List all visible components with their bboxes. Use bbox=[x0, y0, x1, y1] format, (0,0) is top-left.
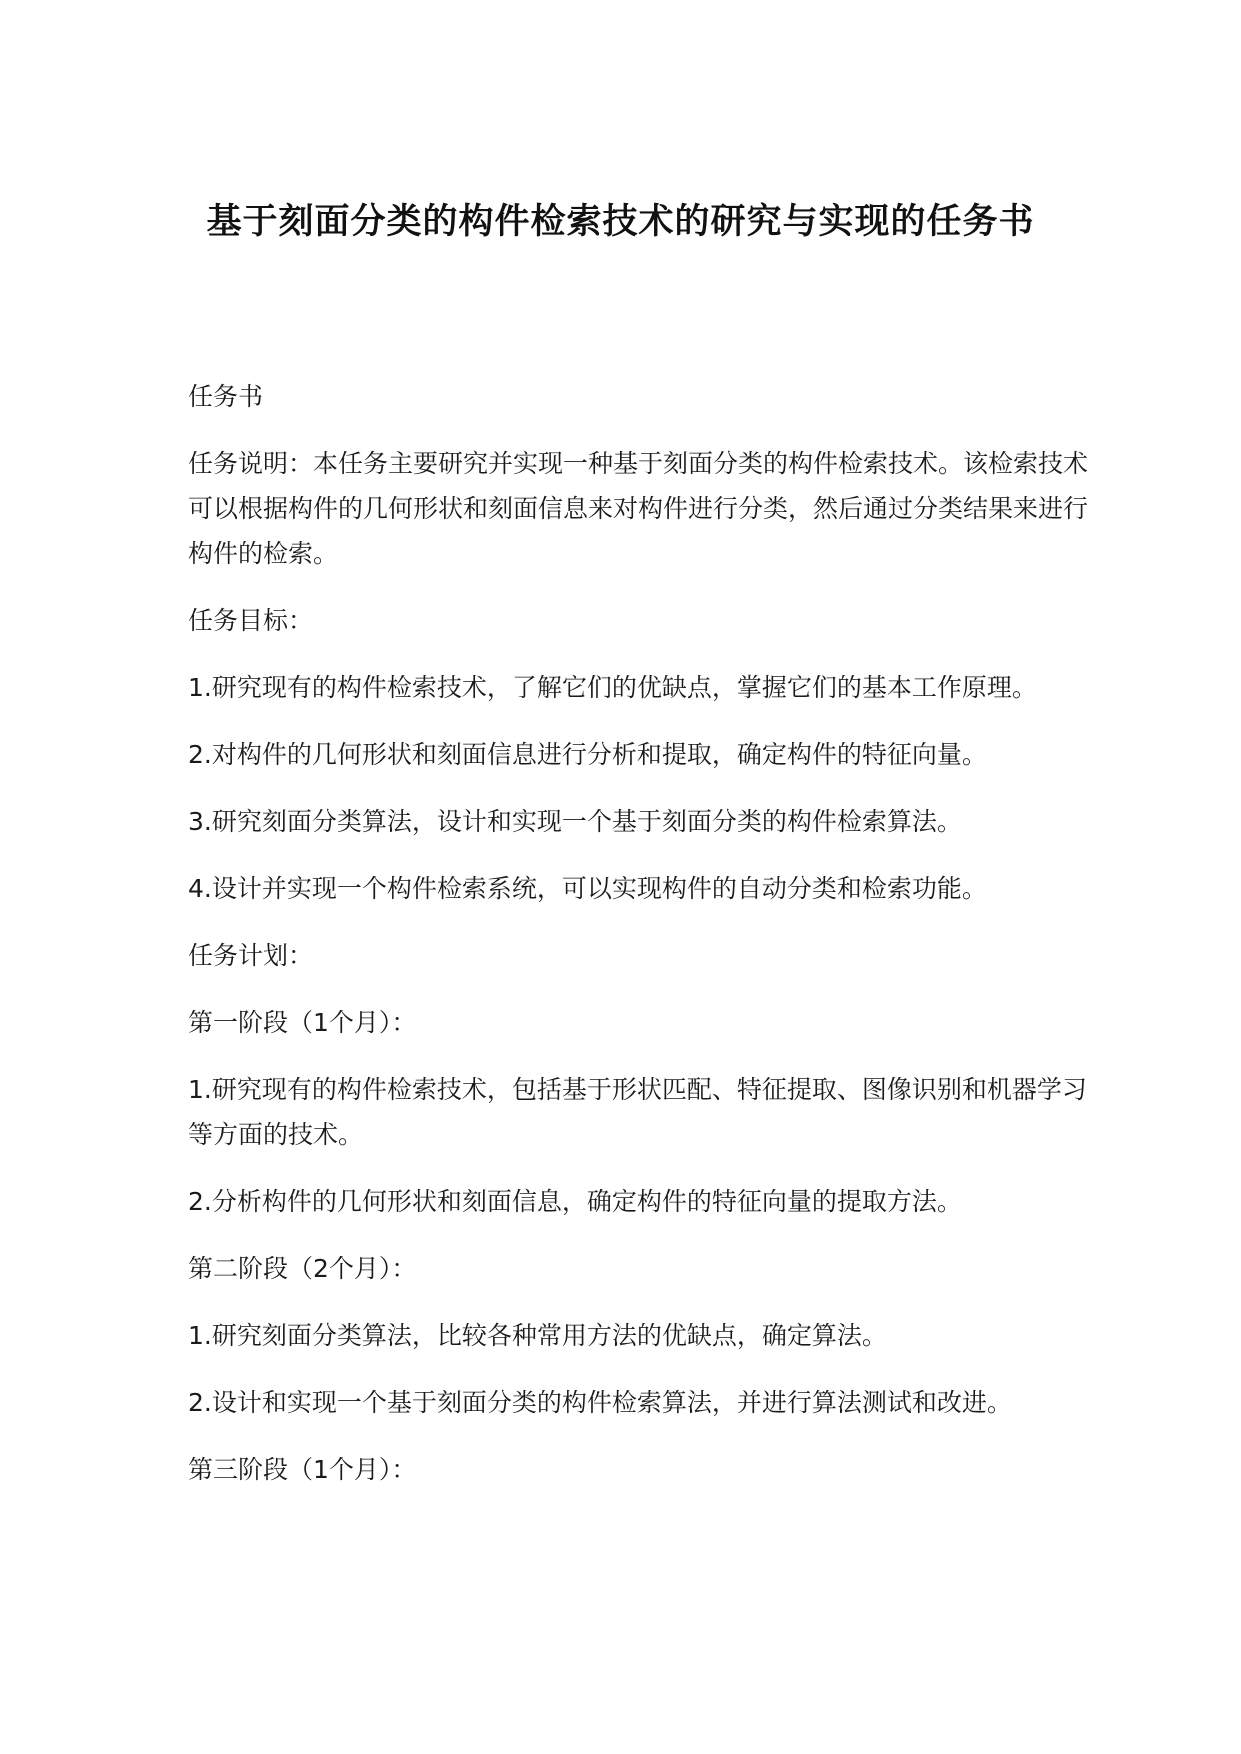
section-heading-task-book: 任务书 bbox=[188, 382, 264, 411]
phase-2-heading: 第二阶段（2个月）： bbox=[188, 1254, 417, 1283]
goal-item-2: 2.对构件的几何形状和刻面信息进行分析和提取，确定构件的特征向量。 bbox=[188, 740, 987, 769]
task-description-paragraph: 任务说明：本任务主要研究并实现一种基于刻面分类的构件检索技术。该检索技术可以根据构件的几何形状和刻面信息来对构件进行分类，然后通过分类结果来进行构件的检索。 bbox=[188, 449, 1089, 568]
phase-3-heading: 第三阶段（1个月）： bbox=[188, 1455, 417, 1484]
document-title: 基于刻面分类的构件检索技术的研究与实现的任务书 bbox=[206, 202, 1035, 242]
phase-2-item-1: 1.研究刻面分类算法，比较各种常用方法的优缺点，确定算法。 bbox=[188, 1321, 887, 1350]
goal-item-1: 1.研究现有的构件检索技术，了解它们的优缺点，掌握它们的基本工作原理。 bbox=[188, 673, 1037, 702]
document-body bbox=[188, 374, 1088, 1514]
phase-1-item-1: 1.研究现有的构件检索技术，包括基于形状匹配、特征提取、图像识别和机器学习等方面的技术。 bbox=[188, 1075, 1087, 1149]
goal-item-3: 3.研究刻面分类算法，设计和实现一个基于刻面分类的构件检索算法。 bbox=[188, 807, 962, 836]
phase-1-item-2: 2.分析构件的几何形状和刻面信息，确定构件的特征向量的提取方法。 bbox=[188, 1187, 962, 1216]
phase-1-heading: 第一阶段（1个月）： bbox=[188, 1008, 417, 1037]
section-heading-task-goals: 任务目标： bbox=[188, 606, 314, 635]
goal-item-4: 4.设计并实现一个构件检索系统，可以实现构件的自动分类和检索功能。 bbox=[188, 874, 987, 903]
section-heading-task-plan: 任务计划： bbox=[188, 941, 314, 970]
phase-2-item-2: 2.设计和实现一个基于刻面分类的构件检索算法，并进行算法测试和改进。 bbox=[188, 1388, 1012, 1417]
